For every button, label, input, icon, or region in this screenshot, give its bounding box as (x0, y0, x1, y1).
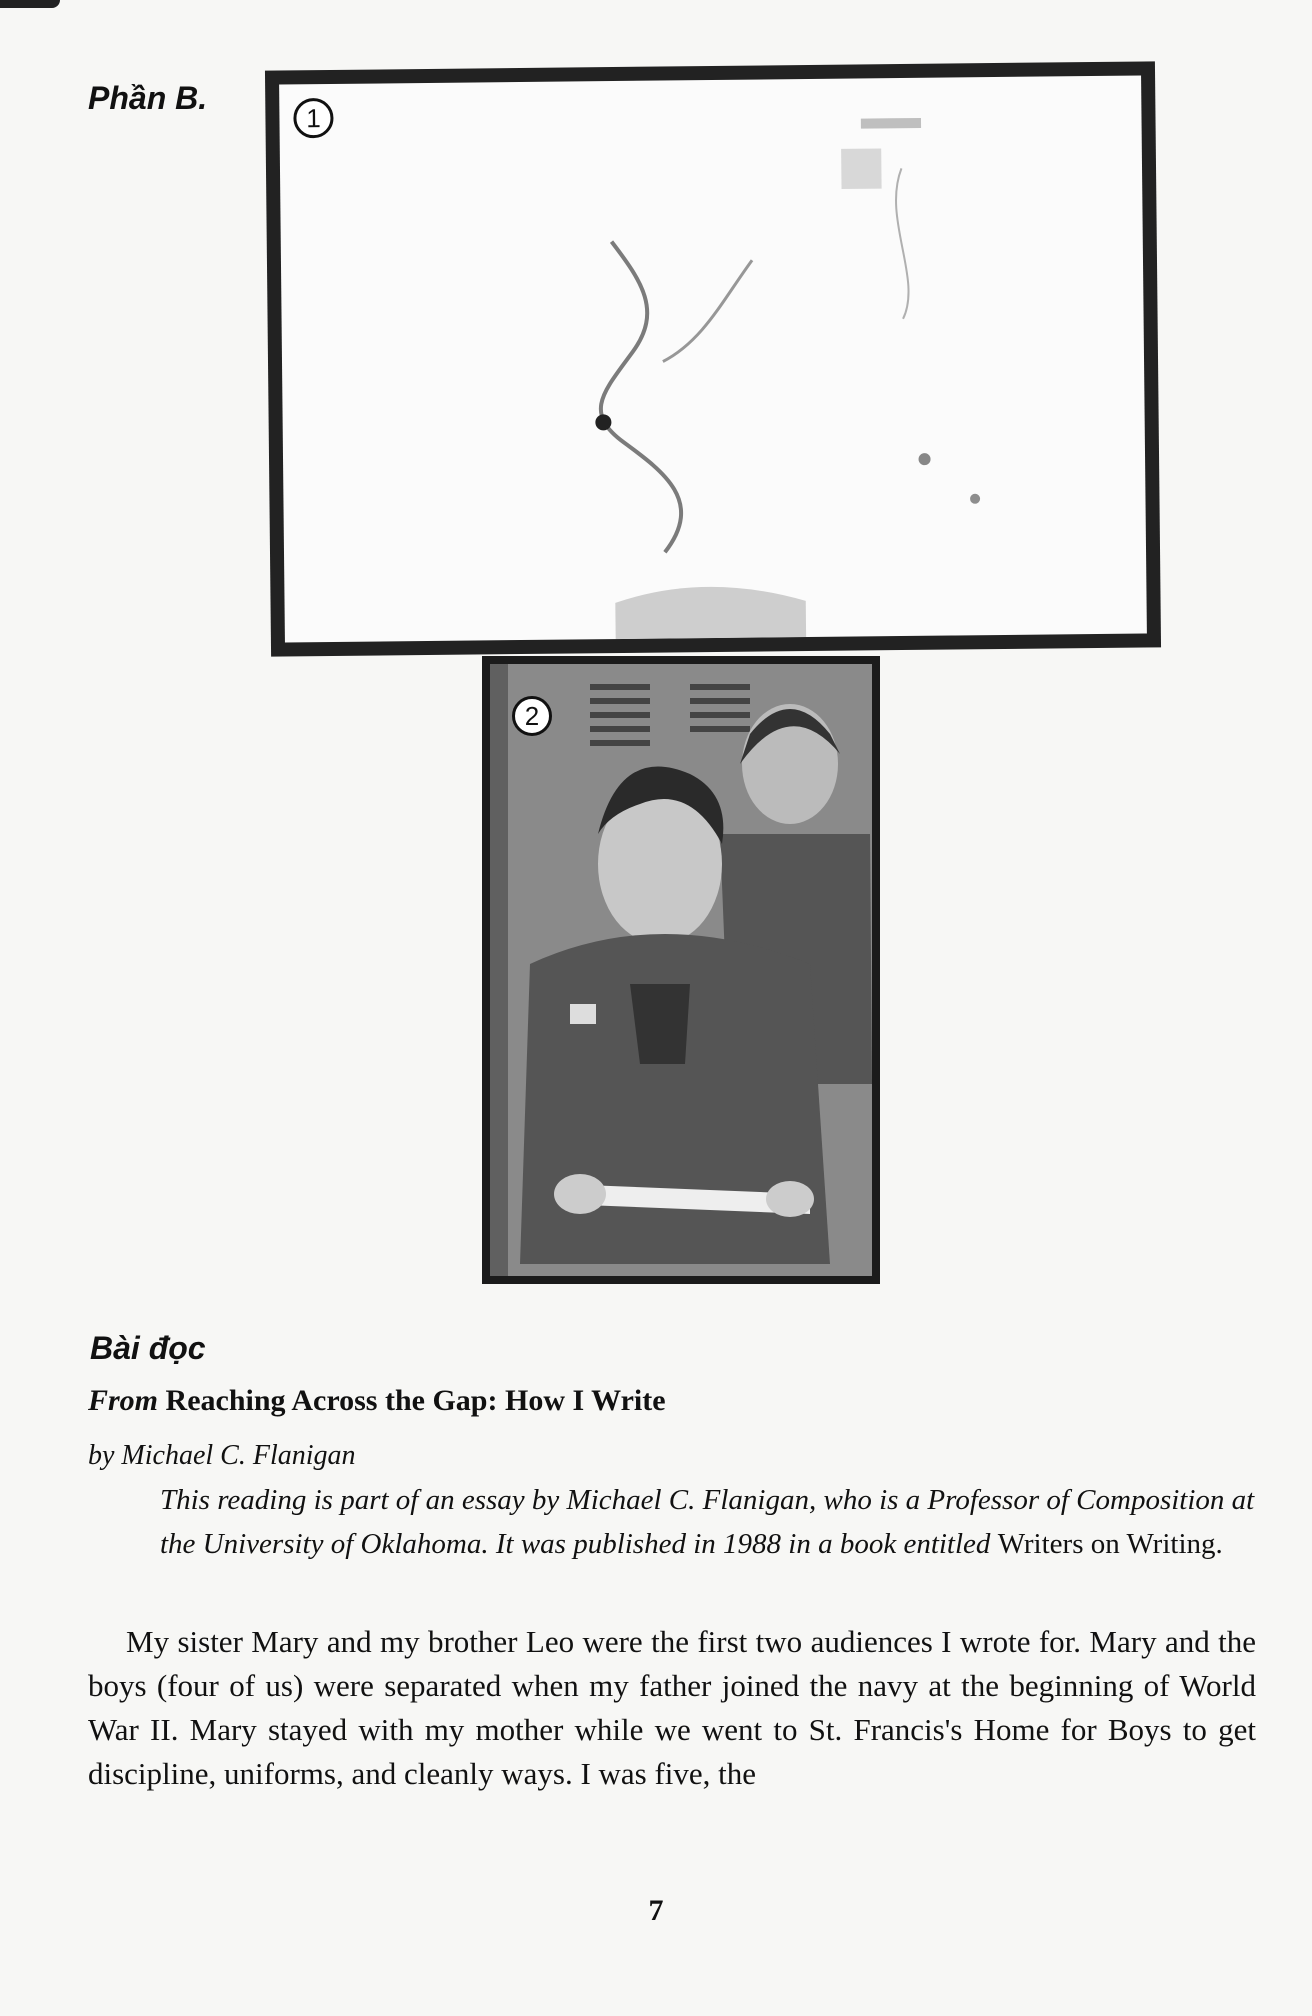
photo-1-image (279, 76, 1147, 643)
section-label: Phần B. (88, 80, 208, 116)
photo-2-soldiers-reading (490, 664, 872, 1276)
photo-1-map-sketch (279, 76, 1147, 643)
photo-2-image (490, 664, 872, 1276)
reading-author: by Michael C. Flanigan (88, 1440, 356, 1471)
reading-title-prefix: From (88, 1384, 159, 1417)
page-number: 7 (648, 1894, 664, 1927)
page-corner-shadow (0, 0, 60, 8)
reading-section-heading: Bài đọc (90, 1330, 206, 1366)
reading-intro-book-title: Writers on Writing. (997, 1528, 1223, 1560)
photo-1-number-badge: 1 (293, 98, 333, 138)
reading-body-paragraph: My sister Mary and my brother Leo were the first two audiences I wrote for. Mary and the boys (four of us) were separated when my father joined the navy at the beginning of World War II. Mary stayed with my mother while we went to St. Francis's Home for Boys to get discipline, uniforms, and cleanly ways. I was five, the (88, 1624, 1256, 1791)
reading-title-main: Reaching Across the Gap: How I Write (165, 1384, 666, 1417)
reading-intro-text: This reading is part of an essay by Michael C. Flanigan, who is a Professor of Composition at the University of Oklahoma. It was published in 1988 in a book entitled (160, 1484, 1255, 1560)
photo-2 (482, 656, 880, 1284)
photo-1 (265, 61, 1161, 656)
photo-2-number-badge: 2 (512, 696, 552, 736)
reading-title (88, 1384, 666, 1418)
reading-intro (160, 1478, 1260, 1566)
